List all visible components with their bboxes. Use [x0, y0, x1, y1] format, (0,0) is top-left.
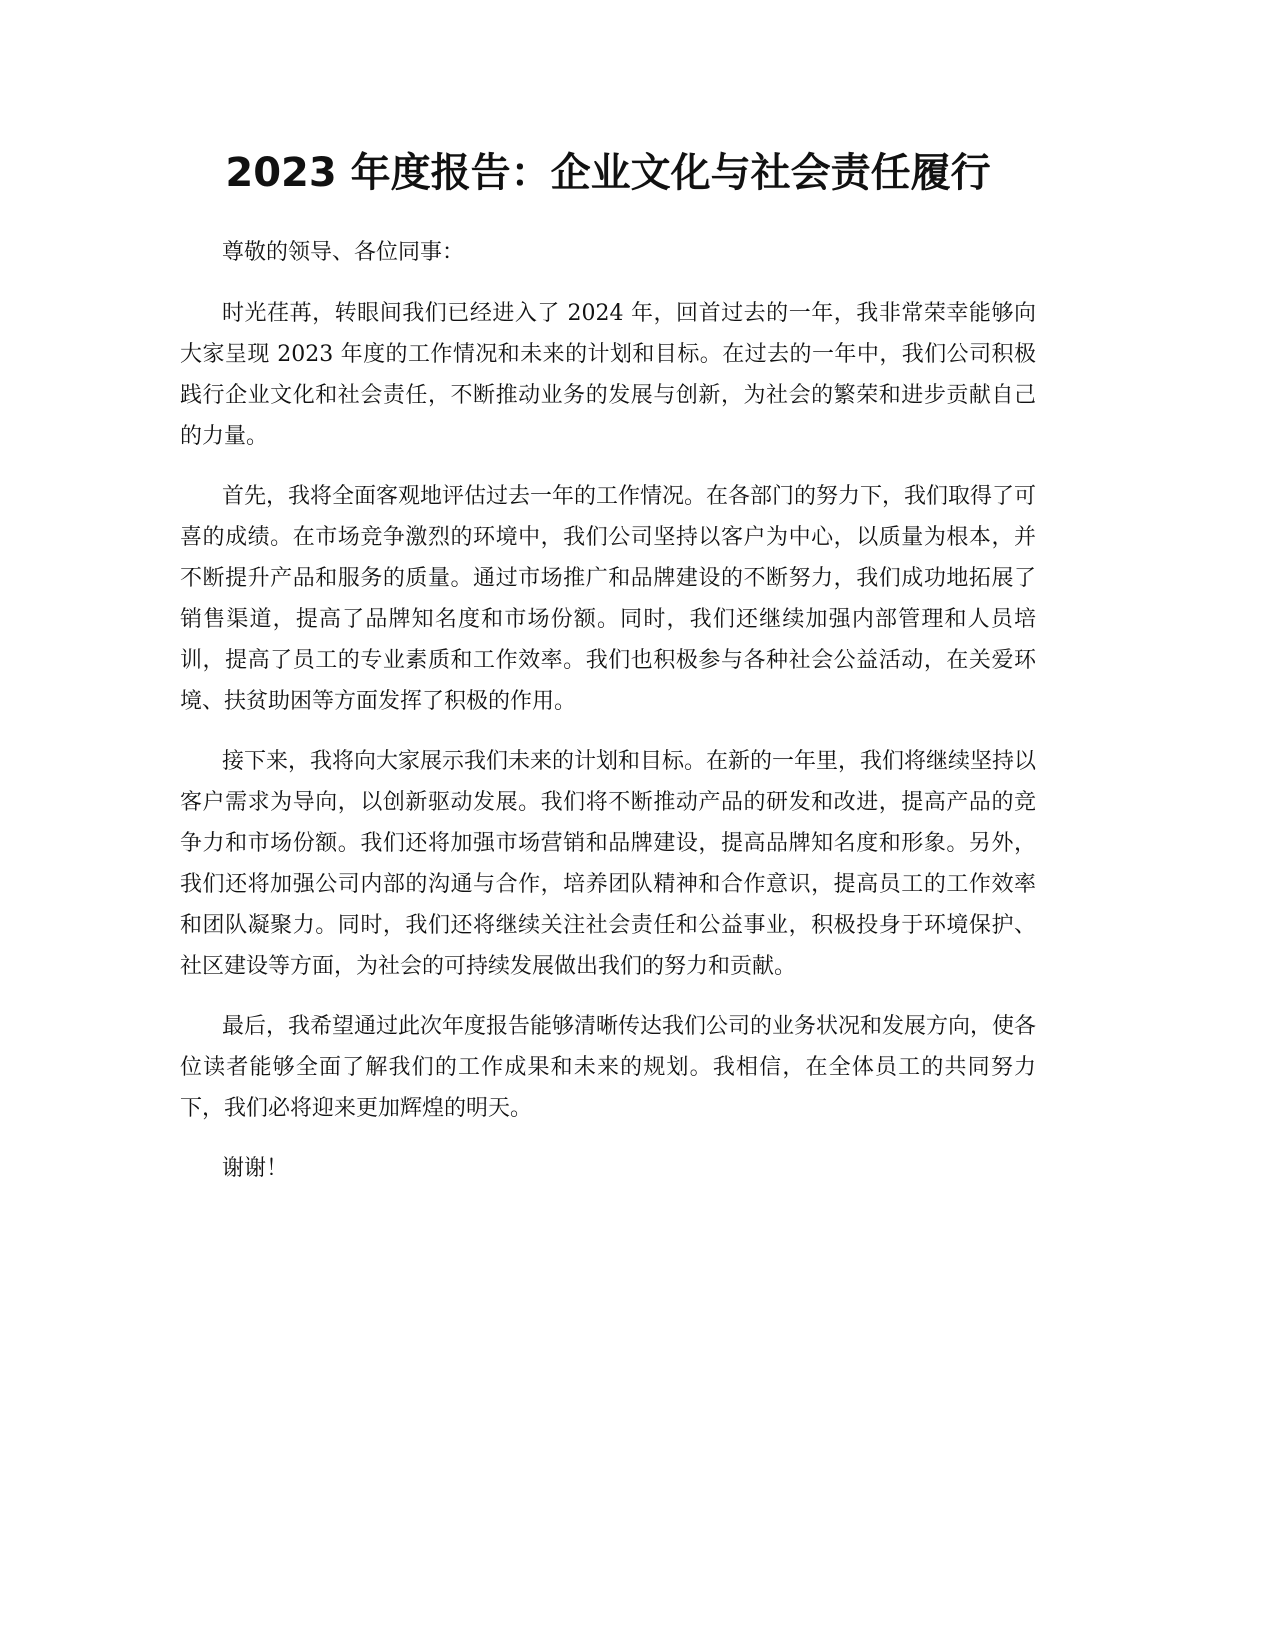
paragraph-plan: 接下来，我将向大家展示我们未来的计划和目标。在新的一年里，我们将继续坚持以客户需求为导向，以创新驱动发展。我们将不断推动产品的研发和改进，提高产品的竞争力和市场份额。我们还将加强市场营销和品牌建设，提高品牌知名度和形象。另外，我们还将加强公司内部的沟通与合作，培养团队精神和合作意识，提高员工的工作效率和团队凝聚力。同时，我们还将继续关注社会责任和公益事业，积极投身于环境保护、社区建设等方面，为社会的可持续发展做出我们的努力和贡献。	[180, 749, 1037, 979]
document-body	[180, 232, 1036, 1208]
closing: 谢谢！	[222, 1156, 289, 1181]
paragraph-review: 首先，我将全面客观地评估过去一年的工作情况。在各部门的努力下，我们取得了可喜的成绩。在市场竞争激烈的环境中，我们公司坚持以客户为中心，以质量为根本，并不断提升产品和服务的质量。通过市场推广和品牌建设的不断努力，我们成功地拓展了销售渠道，提高了品牌知名度和市场份额。同时，我们还继续加强内部管理和人员培训，提高了员工的专业素质和工作效率。我们也积极参与各种社会公益活动，在关爱环境、扶贫助困等方面发挥了积极的作用。	[180, 484, 1037, 714]
salutation: 尊敬的领导、各位同事：	[222, 240, 465, 265]
paragraph-conclusion: 最后，我希望通过此次年度报告能够清晰传达我们公司的业务状况和发展方向，使各位读者能够全面了解我们的工作成果和未来的规划。我相信，在全体员工的共同努力下，我们必将迎来更加辉煌的明天。	[180, 1014, 1037, 1121]
document-title: 2023 年度报告：企业文化与社会责任履行	[225, 150, 991, 196]
paragraph-intro: 时光荏苒，转眼间我们已经进入了 2024 年，回首过去的一年，我非常荣幸能够向大家呈现 2023 年度的工作情况和未来的计划和目标。在过去的一年中，我们公司积极践行企业文化和社会责任，不断推动业务的发展与创新，为社会的繁荣和进步贡献自己的力量。	[180, 301, 1036, 449]
